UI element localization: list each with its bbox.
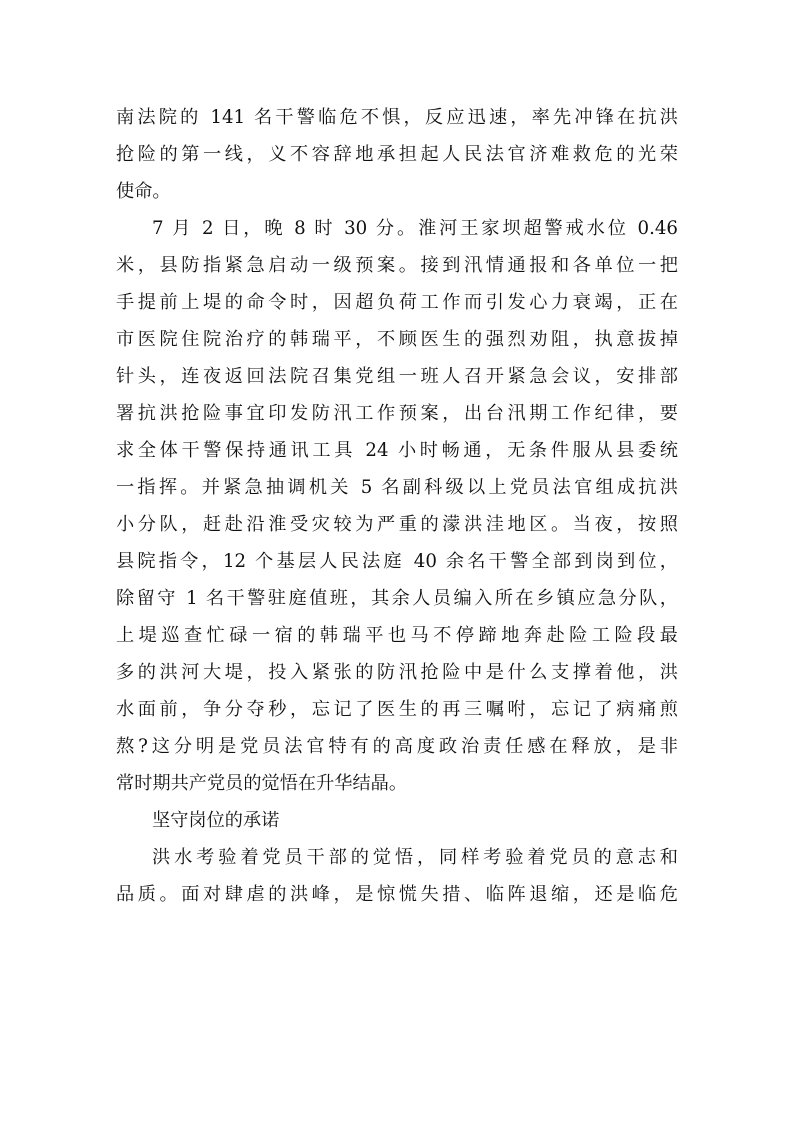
text-line: 求全体干警保持通讯工具 24 小时畅通，无条件服从县委统	[116, 440, 678, 461]
text-line: 多的洪河大堤，投入紧张的防汛抢险中是什么支撑着他，洪	[116, 662, 678, 683]
text-line: 水面前，争分夺秒，忘记了医生的再三嘱咐，忘记了病痛煎	[116, 699, 678, 720]
text-line: 除留守 1 名干警驻庭值班，其余人员编入所在乡镇应急分队，	[116, 588, 678, 609]
body-text	[116, 99, 678, 913]
text-line: 常时期共产党员的觉悟在升华结晶。	[116, 773, 408, 794]
text-line: 抢险的第一线，义不容辞地承担起人民法官济难救危的光荣	[116, 144, 678, 165]
text-line: 洪水考验着党员干部的觉悟，同样考验着党员的意志和	[152, 847, 678, 868]
text-line: 一指挥。并紧急抽调机关 5 名副科级以上党员法官组成抗洪	[116, 477, 678, 498]
text-line: 署抗洪抢险事宜印发防汛工作预案，出台汛期工作纪律，要	[116, 403, 678, 424]
text-line: 上堤巡查忙碌一宿的韩瑞平也马不停蹄地奔赴险工险段最	[116, 625, 678, 646]
text-line: 使命。	[116, 181, 171, 202]
text-line: 米，县防指紧急启动一级预案。接到汛情通报和各单位一把	[116, 255, 678, 276]
text-line: 7 月 2 日，晚 8 时 30 分。淮河王家坝超警戒水位 0.46	[152, 218, 678, 239]
text-line: 针头，连夜返回法院召集党组一班人召开紧急会议，安排部	[116, 366, 678, 387]
text-line: 县院指令，12 个基层人民法庭 40 余名干警全部到岗到位，	[116, 551, 678, 572]
text-line: 市医院住院治疗的韩瑞平，不顾医生的强烈劝阻，执意拔掉	[116, 329, 678, 350]
text-line: 品质。面对肆虐的洪峰，是惊慌失措、临阵退缩，还是临危	[116, 884, 678, 905]
text-line: 熬?这分明是党员法官特有的高度政治责任感在释放，是非	[116, 736, 678, 757]
text-line: 南法院的 141 名干警临危不惧，反应迅速，率先冲锋在抗洪	[116, 107, 678, 128]
text-line: 手提前上堤的命令时，因超负荷工作而引发心力衰竭，正在	[116, 292, 678, 313]
section-heading: 坚守岗位的承诺	[152, 810, 280, 831]
text-line: 小分队，赶赴沿淮受灾较为严重的濛洪洼地区。当夜，按照	[116, 514, 678, 535]
